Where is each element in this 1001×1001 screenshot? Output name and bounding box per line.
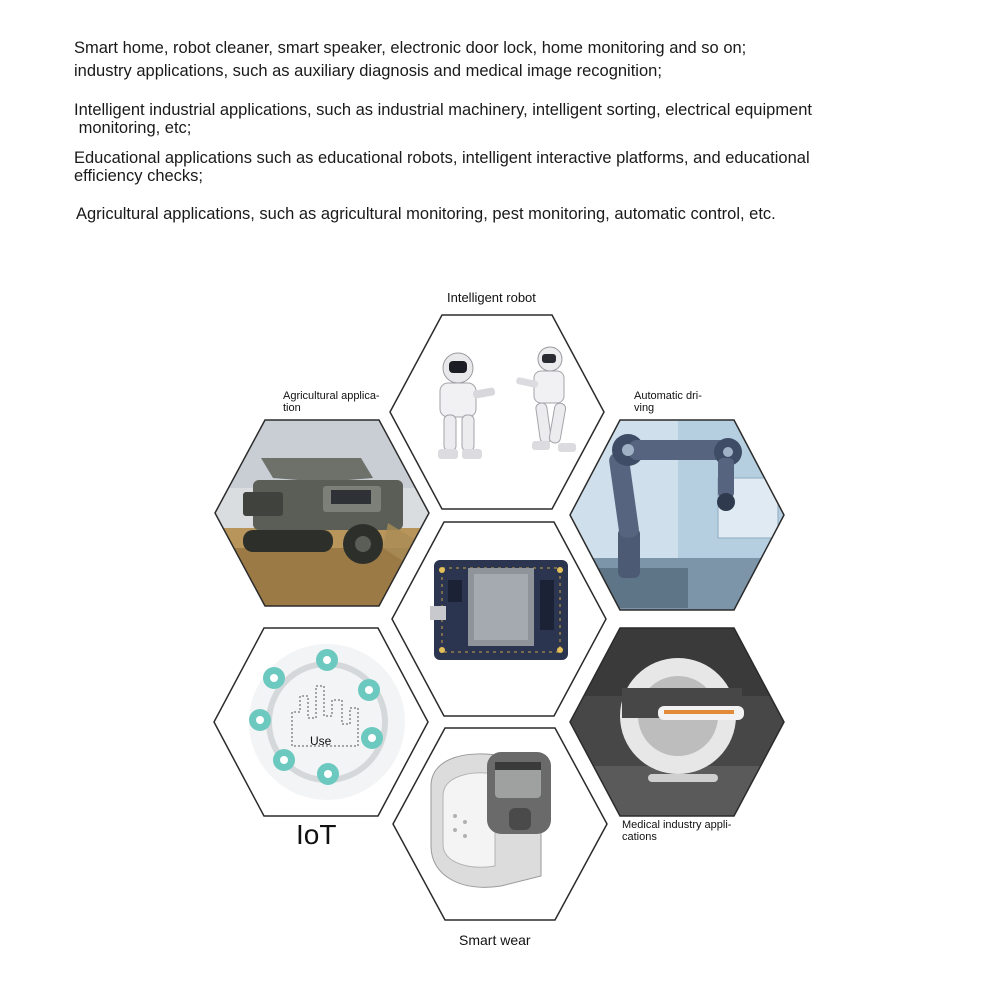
intro-line-6: efficiency checks; (74, 167, 204, 185)
intro-line-7: Agricultural applications, such as agricultural monitoring, pest monitoring, automatic control, etc. (76, 205, 776, 223)
label-smart-wear: Smart wear (459, 932, 531, 948)
label-medical-1: Medical industry appli- (622, 819, 732, 831)
hex-smart-wear (391, 726, 609, 922)
iot-use-label: Use (310, 734, 332, 748)
label-medical-2: cations (622, 831, 657, 843)
intro-line-3: Intelligent industrial applications, such as industrial machinery, intelligent sorting, electrical equipment (74, 101, 812, 119)
label-agricultural-2: tion (283, 402, 301, 414)
label-automatic-2: ving (634, 402, 655, 414)
intro-line-2: industry applications, such as auxiliary diagnosis and medical image recognition; (74, 62, 662, 80)
label-automatic-1: Automatic dri- (634, 390, 702, 402)
label-intelligent-robot: Intelligent robot (447, 290, 536, 305)
circuit-board-photo (430, 560, 568, 660)
intro-line-5: Educational applications such as educational robots, intelligent interactive platforms, and educational (74, 149, 810, 167)
intro-line-4: monitoring, etc; (74, 119, 192, 137)
label-iot: IoT (296, 819, 337, 850)
iot-diagram (249, 644, 405, 800)
smartwatch-photo (431, 752, 551, 887)
intro-line-1: Smart home, robot cleaner, smart speaker, electronic door lock, home monitoring and so on; (74, 39, 747, 57)
label-agricultural-1: Agricultural applica- (283, 390, 380, 402)
